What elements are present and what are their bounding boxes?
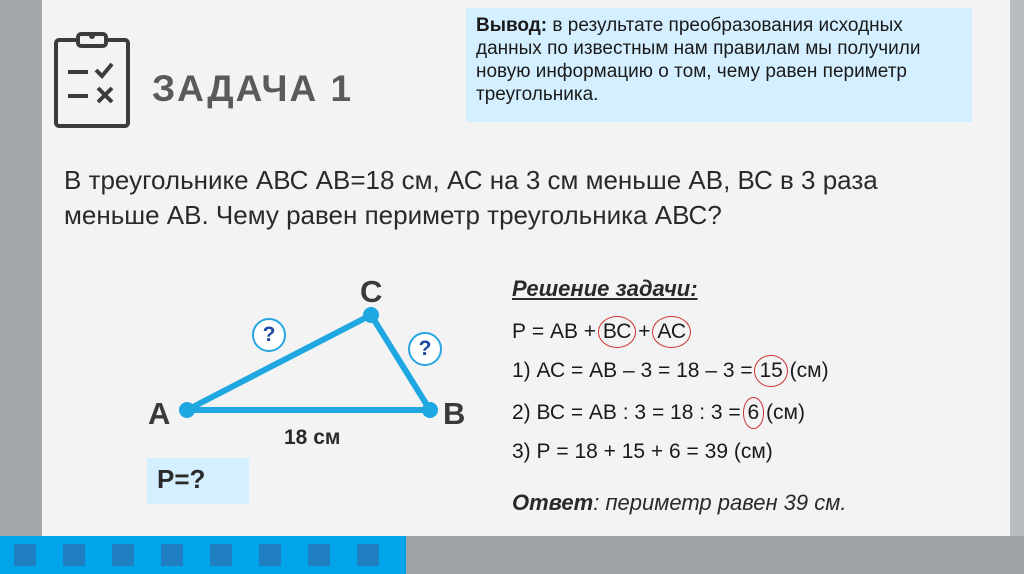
decorative-squares-strip — [0, 536, 406, 574]
answer-line — [512, 490, 846, 516]
vertex-a-dot — [179, 402, 195, 418]
page-title: ЗАДАЧА 1 — [152, 68, 354, 109]
decorative-square — [112, 544, 134, 566]
decorative-square — [63, 544, 85, 566]
decorative-square — [210, 544, 232, 566]
solution-step-2 — [512, 397, 805, 429]
solution-step-3: 3) Р = 18 + 15 + 6 = 39 (см) — [512, 440, 773, 463]
solution-step-1 — [512, 355, 829, 387]
answer-label: Ответ — [512, 490, 594, 515]
decorative-square — [308, 544, 330, 566]
vertex-b-dot — [422, 402, 438, 418]
step-2-unit: (см) — [760, 401, 805, 424]
problem-statement: В треугольнике АВС АВ=18 см, АС на 3 см меньше АВ, ВС в 3 раза меньше АВ. Чему равен периметр треугольника АВС? — [64, 165, 878, 230]
question-bubble-cb: ? — [408, 332, 442, 366]
circled-6: 6 — [743, 397, 765, 429]
clipboard-checklist-icon — [52, 30, 132, 130]
vertex-label-b: B — [443, 396, 466, 431]
conclusion-text: в результате преобразования исходных данных по известным нам правилам мы получили новую информацию о том, чему равен периметр треугольника. — [476, 15, 921, 105]
answer-text: : периметр равен 39 см. — [593, 490, 847, 515]
left-stripe — [0, 0, 42, 574]
conclusion-label: Вывод: — [476, 15, 548, 36]
decorative-square — [259, 544, 281, 566]
solution-formula — [512, 316, 687, 348]
conclusion-box — [466, 8, 972, 122]
circled-ac: АС — [652, 316, 691, 348]
circled-15: 15 — [754, 355, 787, 387]
formula-plus: + — [632, 320, 657, 343]
vertex-label-c: C — [360, 274, 383, 309]
vertex-label-a: A — [148, 396, 171, 431]
solution-heading: Решение задачи: — [512, 276, 698, 301]
decorative-square — [161, 544, 183, 566]
question-bubble-ac: ? — [252, 318, 286, 352]
circled-bc: ВС — [598, 316, 636, 348]
perimeter-question-box: P=? — [147, 458, 249, 504]
step-2-text: 2) ВС = АВ : 3 = 18 : 3 = — [512, 401, 747, 424]
decorative-square — [14, 544, 36, 566]
formula-prefix: Р = АВ + — [512, 320, 602, 343]
step-1-text: 1) АС = АВ – 3 = 18 – 3 = — [512, 359, 759, 382]
step-1-unit: (см) — [783, 359, 829, 382]
side-ab-label: 18 см — [284, 426, 341, 449]
right-stripe — [1010, 0, 1024, 574]
decorative-square — [357, 544, 379, 566]
